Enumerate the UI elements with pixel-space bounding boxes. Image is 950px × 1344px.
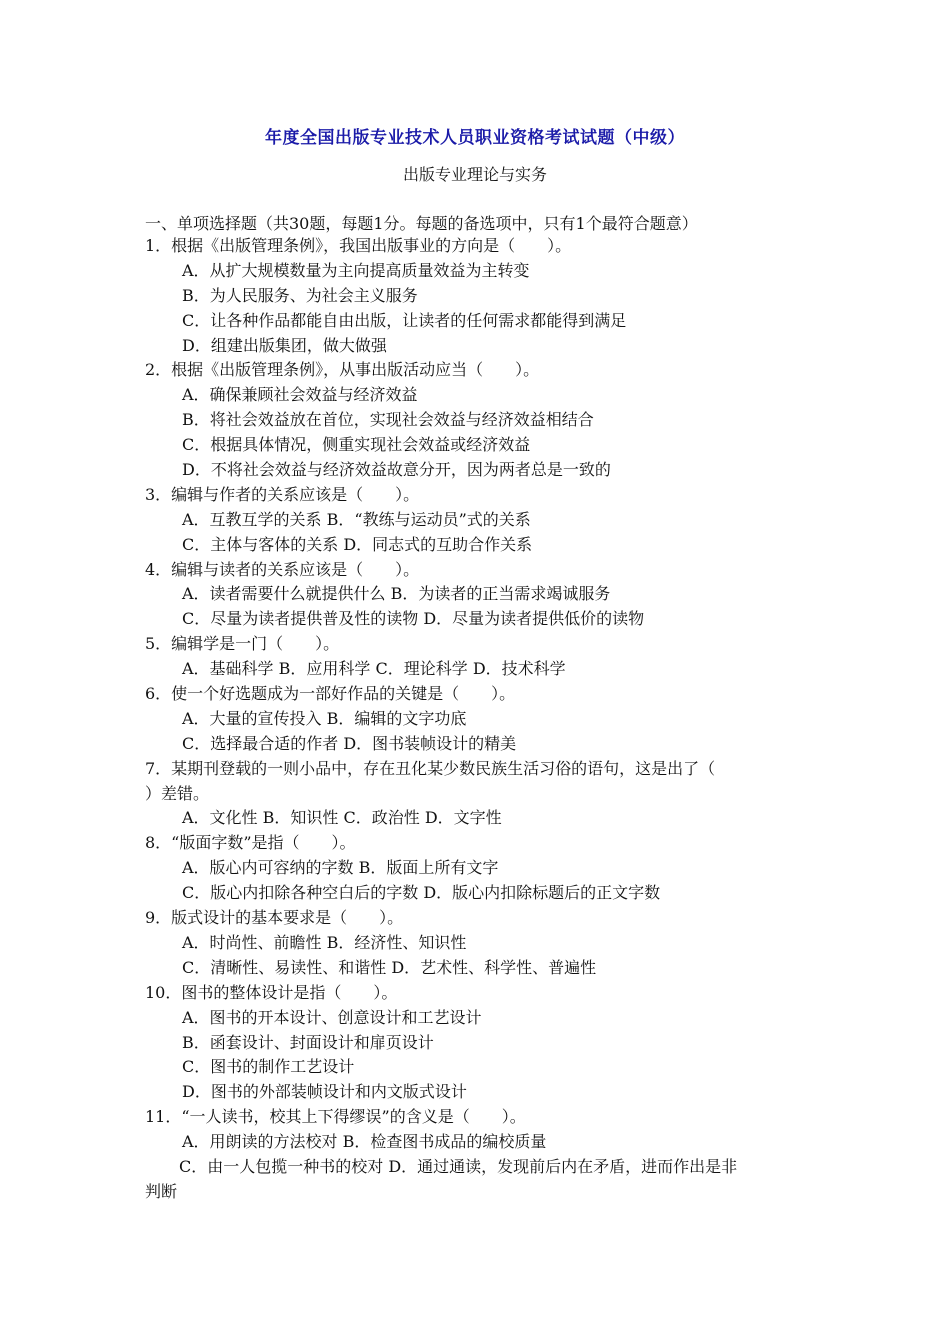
option: C．选择最合适的作者 D．图书装帧设计的精美 <box>182 733 517 753</box>
option: C．根据具体情况，侧重实现社会效益或经济效益 <box>182 435 531 455</box>
option: A．大量的宣传投入 B．编辑的文字功底 <box>182 708 467 728</box>
option: A．时尚性、前瞻性 B．经济性、知识性 <box>182 932 467 952</box>
option: A．基础科学 B．应用科学 C．理论科学 D．技术科学 <box>182 659 566 679</box>
question-stem: 1．根据《出版管理条例》，我国出版事业的方向是（ ）。 <box>145 236 572 255</box>
question-stem: 3．编辑与作者的关系应该是（ ）。 <box>145 484 420 504</box>
question-stem: 10．图书的整体设计是指（ ）。 <box>145 982 398 1002</box>
question-stem: 6．使一个好选题成为一部好作品的关键是（ ）。 <box>145 684 516 704</box>
option: B．函套设计、封面设计和扉页设计 <box>182 1032 434 1052</box>
question-stem: 11．“一人读书，校其上下得缪误”的含义是（ ）。 <box>145 1107 526 1127</box>
document-subtitle: 出版专业理论与实务 <box>402 165 547 184</box>
option: A．图书的开本设计、创意设计和工艺设计 <box>182 1007 482 1027</box>
option: C．图书的制作工艺设计 <box>182 1057 355 1077</box>
option: C．让各种作品都能自由出版，让读者的任何需求都能得到满足 <box>182 310 627 330</box>
question-stem: 2．根据《出版管理条例》，从事出版活动应当（ ）。 <box>145 360 540 380</box>
option: A．版心内可容纳的字数 B．版面上所有文字 <box>182 858 499 878</box>
option: D．不将社会效益与经济效益故意分开，因为两者总是一致的 <box>182 460 611 480</box>
option: C．尽量为读者提供普及性的读物 D．尽量为读者提供低价的读物 <box>182 609 645 629</box>
option: D．图书的外部装帧设计和内文版式设计 <box>182 1082 467 1102</box>
question-stem: 9．版式设计的基本要求是（ ）。 <box>145 908 404 928</box>
option: C．版心内扣除各种空白后的字数 D．版心内扣除标题后的正文字数 <box>182 883 661 903</box>
option: A．确保兼顾社会效益与经济效益 <box>182 385 418 405</box>
question-stem: 7．某期刊登载的一则小品中，存在丑化某少数民族生活习俗的语句，这是出了（ <box>145 758 716 778</box>
question-stem: 4．编辑与读者的关系应该是（ ）。 <box>145 559 420 579</box>
option: A．读者需要什么就提供什么 B．为读者的正当需求竭诚服务 <box>182 584 611 604</box>
option: A．互教互学的关系 B．“教练与运动员”式的关系 <box>182 509 531 529</box>
question-stem-continuation: ）差错。 <box>145 783 210 803</box>
question-stem: 8．“版面字数”是指（ ）。 <box>145 833 356 853</box>
option: B．将社会效益放在首位，实现社会效益与经济效益相结合 <box>182 410 594 430</box>
option: A．用朗读的方法校对 B．检查图书成品的编校质量 <box>182 1132 547 1152</box>
question-list <box>145 234 825 1205</box>
question-stem: 5．编辑学是一门（ ）。 <box>145 634 340 654</box>
option: A．文化性 B．知识性 C．政治性 D．文字性 <box>182 808 502 828</box>
option: D．组建出版集团，做大做强 <box>182 335 387 355</box>
option: B．为人民服务、为社会主义服务 <box>182 285 418 305</box>
option: A．从扩大规模数量为主向提高质量效益为主转变 <box>182 260 530 280</box>
option: C．主体与客体的关系 D．同志式的互助合作关系 <box>182 534 533 554</box>
option: C．清晰性、易读性、和谐性 D．艺术性、科学性、普遍性 <box>182 957 597 977</box>
option-continuation: 判断 <box>145 1181 178 1201</box>
option: C．由一人包揽一种书的校对 D．通过通读，发现前后内在矛盾，进而作出是非 <box>179 1156 738 1176</box>
document-title: 年度全国出版专业技术人员职业资格考试试题（中级） <box>265 128 685 148</box>
section-heading: 一、单项选择题（共30题，每题1分。每题的备选项中，只有1个最符合题意） <box>145 214 698 233</box>
